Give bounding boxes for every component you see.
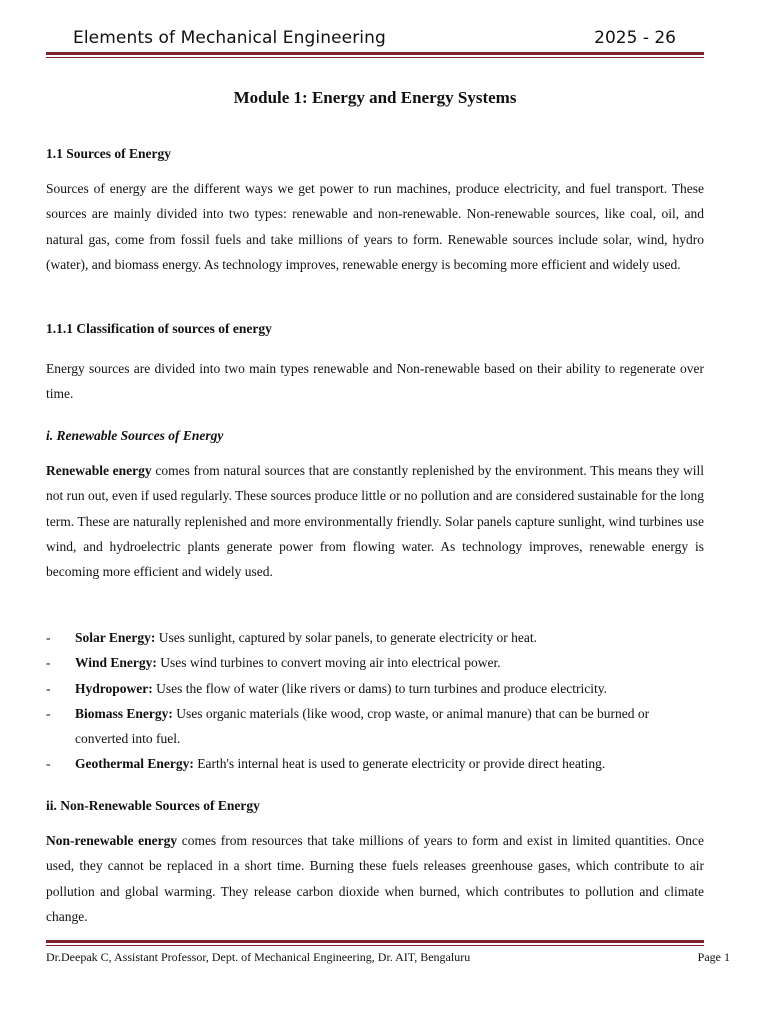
page-header xyxy=(46,28,704,52)
bullet-dash: - xyxy=(46,630,51,645)
list-text: Uses the flow of water (like rivers or dams) to turn turbines and produce electricity. xyxy=(152,680,607,696)
paragraph-text: comes from natural sources that are constantly replenished by the environment. This means they will not run out, even if used regularly. These sources produce little or no pollution and are considered sustainable for the long term. These are naturally replenished and more environmentally friendly. Solar panels capture sunlight, wind turbines use wind, and hydroelectric plants generate power from flowing water. As technology improves, renewable energy is becoming more efficient and widely used. xyxy=(46,463,704,580)
section-1-1 xyxy=(46,146,704,162)
lead-term: Renewable energy xyxy=(46,463,152,478)
footer-rule-thin xyxy=(46,945,704,946)
list-text: Uses sunlight, captured by solar panels, to generate electricity or heat. xyxy=(155,630,537,645)
section-1-1-1-body xyxy=(46,356,704,407)
bullet-dash: - xyxy=(46,680,51,696)
section-heading: 1.1 Sources of Energy xyxy=(46,146,171,161)
bullet-dash: - xyxy=(46,756,51,772)
list-item xyxy=(46,701,704,752)
renewable-body xyxy=(46,458,704,584)
header-rule-thin xyxy=(46,57,704,58)
course-title: Elements of Mechanical Engineering xyxy=(73,28,386,48)
list-text: Earth's internal heat is used to generate electricity or provide direct heating. xyxy=(193,756,606,772)
footer-rule-thick xyxy=(46,940,704,943)
paragraph xyxy=(46,458,704,584)
paragraph: Sources of energy are the different ways we get power to run machines, produce electricity, and fuel transport. These sources are mainly divided into two types: renewable and non-renewable. Non-renewable sources, like coal, oil, and natural gas, come from fossil fuels and take millions of years to form. Renewable sources include solar, wind, hydro (water), and biomass energy. As technology improves, renewable energy is becoming more efficient and widely used. xyxy=(46,181,704,272)
non-renewable-heading-block xyxy=(46,798,704,814)
paragraph xyxy=(46,828,704,929)
paragraph-text: comes from resources that take millions of years to form and exist in limited quantities. Once used, they cannot be replaced in a short time. Burning these fuels releases greenhouse gases, which contribute to air pollution and global warming. They release carbon dioxide when burned, which contributes to pollution and climate change. xyxy=(46,833,705,924)
renewable-list xyxy=(46,625,704,777)
renewable-heading-block xyxy=(46,428,704,444)
list-term: Wind Energy: xyxy=(75,655,157,671)
section-1-1-body xyxy=(46,176,704,277)
list-item xyxy=(46,625,704,650)
subsection-heading: ii. Non-Renewable Sources of Energy xyxy=(46,798,260,813)
list-text: Uses organic materials (like wood, crop waste, or animal manure) that can be burned or converted into fuel. xyxy=(75,705,650,747)
subsection-heading: i. Renewable Sources of Energy xyxy=(46,428,224,443)
section-1-1-1 xyxy=(46,321,704,337)
lead-term: Non-renewable energy xyxy=(46,833,178,848)
module-title: Module 1: Energy and Energy Systems xyxy=(233,88,517,107)
list-item xyxy=(46,676,704,701)
section-heading: 1.1.1 Classification of sources of energy xyxy=(46,321,272,336)
list-term: Solar Energy: xyxy=(75,630,156,645)
page-number: Page 1 xyxy=(697,950,730,964)
header-rule-thick xyxy=(46,52,704,55)
paragraph: Energy sources are divided into two main types renewable and Non-renewable based on their ability to regenerate over time. xyxy=(46,361,704,402)
list-item xyxy=(46,650,704,675)
academic-year: 2025 - 26 xyxy=(594,28,676,48)
list-term: Hydropower: xyxy=(75,680,153,696)
bullet-dash: - xyxy=(46,655,51,671)
footer-author: Dr.Deepak C, Assistant Professor, Dept. of Mechanical Engineering, Dr. AIT, Bengaluru xyxy=(46,950,471,964)
bullet-dash: - xyxy=(46,705,51,721)
list-term: Biomass Energy: xyxy=(75,705,173,721)
list-term: Geothermal Energy: xyxy=(75,756,194,772)
list-text: Uses wind turbines to convert moving air into electrical power. xyxy=(156,655,501,671)
non-renewable-body xyxy=(46,828,704,929)
list-item xyxy=(46,751,704,776)
